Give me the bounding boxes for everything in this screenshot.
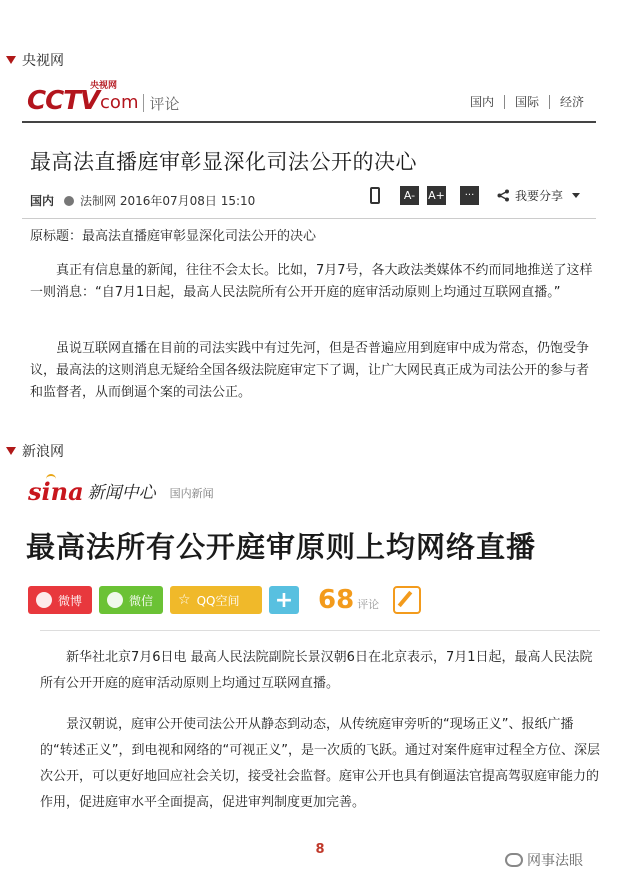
sina-headline: 最高法所有公开庭审原则上均网络直播 bbox=[26, 530, 537, 564]
page-number: 8 bbox=[315, 842, 325, 857]
share-weixin-label: 微信 bbox=[129, 593, 154, 608]
original-title: 原标题：最高法直播庭审彰显深化司法公开的决心 bbox=[30, 229, 317, 244]
watermark bbox=[505, 850, 583, 870]
cctv-logo-mark: CCTV bbox=[27, 86, 100, 116]
header-rule bbox=[22, 121, 596, 123]
sina-logo-word: sina bbox=[28, 477, 84, 506]
sina-logo-word-wrap bbox=[28, 477, 84, 506]
meta-rule bbox=[22, 218, 596, 219]
share-button[interactable] bbox=[497, 187, 580, 204]
cctv-headline: 最高法直播庭审彰显深化司法公开的决心 bbox=[30, 150, 417, 174]
share-weibo-label: 微博 bbox=[58, 593, 83, 608]
section-label-cctv bbox=[6, 50, 64, 70]
article-meta bbox=[30, 192, 255, 209]
cctv-paragraph-2: 虽说互联网直播在目前的司法实践中有过先河，但是否普遍应用到庭审中成为常态，仍饱受争议，最高法的这则消息无疑给全国各级法院庭审定下了调，让广大网民真正成为司法公开的参与者和监督者，从而倒逼个案的司法公正。 bbox=[30, 341, 590, 400]
share-icon bbox=[497, 189, 510, 202]
sina-paragraph-1: 新华社北京7月6日电 最高人民法院副院长景汉朝6日在北京表示，7月1日起，最高人民法院所有公开开庭的庭审活动原则上均通过互联网直播。 bbox=[40, 650, 593, 691]
sina-share-bar bbox=[28, 585, 421, 615]
nav-divider bbox=[549, 95, 550, 109]
chevron-down-icon bbox=[572, 193, 580, 198]
section-label-text: 新浪网 bbox=[22, 444, 64, 460]
section-label-text: 央视网 bbox=[22, 53, 64, 69]
meta-source-date: 法制网 2016年07月08日 15:10 bbox=[80, 194, 256, 208]
share-label: 我要分享 bbox=[515, 189, 564, 203]
comment-icon[interactable]: ··· bbox=[460, 186, 479, 205]
share-qzone-label: QQ空间 bbox=[196, 593, 240, 608]
weixin-icon bbox=[107, 592, 123, 608]
sina-logo[interactable] bbox=[28, 477, 214, 506]
weibo-icon bbox=[36, 592, 52, 608]
sina-logo-cn: 新闻中心 bbox=[87, 483, 156, 503]
share-qzone-button[interactable] bbox=[170, 586, 262, 614]
cctv-paragraph-1: 真正有信息量的新闻，往往不会太长。比如，7月7号，各大政法类媒体不约而同地推送了这样一则消息：“自7月1日起，最高人民法院所有公开开庭的庭审活动原则上均通过互联网直播。” bbox=[30, 263, 593, 300]
share-more-button[interactable]: + bbox=[269, 586, 299, 614]
comment-count[interactable]: 68 bbox=[318, 585, 355, 615]
star-icon: ☆ bbox=[178, 592, 191, 608]
nav-item-international[interactable]: 国际 bbox=[514, 95, 539, 109]
cctv-logo[interactable] bbox=[27, 80, 180, 114]
watermark-text: 网事法眼 bbox=[527, 853, 583, 869]
cctv-nav bbox=[470, 93, 584, 110]
cctv-logo-com: com bbox=[100, 92, 139, 113]
source-dot-icon bbox=[64, 196, 74, 206]
meta-category[interactable]: 国内 bbox=[30, 194, 55, 208]
article-tools bbox=[370, 186, 580, 205]
logo-divider bbox=[143, 94, 144, 112]
edit-comment-icon[interactable] bbox=[393, 586, 421, 614]
mobile-icon[interactable] bbox=[370, 187, 380, 204]
share-weibo-button[interactable] bbox=[28, 586, 92, 614]
font-larger-button[interactable]: A+ bbox=[427, 186, 446, 205]
nav-item-economy[interactable]: 经济 bbox=[559, 95, 584, 109]
wechat-icon bbox=[505, 853, 523, 867]
cctv-logo-sub: 评论 bbox=[149, 95, 180, 113]
comment-label: 评论 bbox=[357, 598, 380, 611]
sina-paragraph-2: 景汉朝说，庭审公开使司法公开从静态到动态，从传统庭审旁听的“现场正义”、报纸广播的“转述正义”，到电视和网络的“可视正义”，是一次质的飞跃。通过对案件庭审过程全方位、深层次公开，可以更好地回应社会关切，接受社会监督。庭审公开也具有倒逼法官提高驾驭庭审能力的作用，促进庭审水平全面提高，促进审判制度更加完善。 bbox=[40, 717, 600, 810]
font-smaller-button[interactable]: A- bbox=[400, 186, 419, 205]
triangle-bullet-icon bbox=[6, 56, 16, 64]
sina-eye-icon bbox=[46, 474, 56, 482]
cctv-logo-cn: 央视网 bbox=[90, 81, 118, 91]
share-weixin-button[interactable] bbox=[99, 586, 163, 614]
sina-logo-sub: 国内新闻 bbox=[169, 487, 214, 500]
section-label-sina bbox=[6, 441, 64, 461]
nav-divider bbox=[504, 95, 505, 109]
nav-item-domestic[interactable]: 国内 bbox=[469, 95, 494, 109]
triangle-bullet-icon bbox=[6, 447, 16, 455]
share-rule bbox=[40, 630, 600, 631]
